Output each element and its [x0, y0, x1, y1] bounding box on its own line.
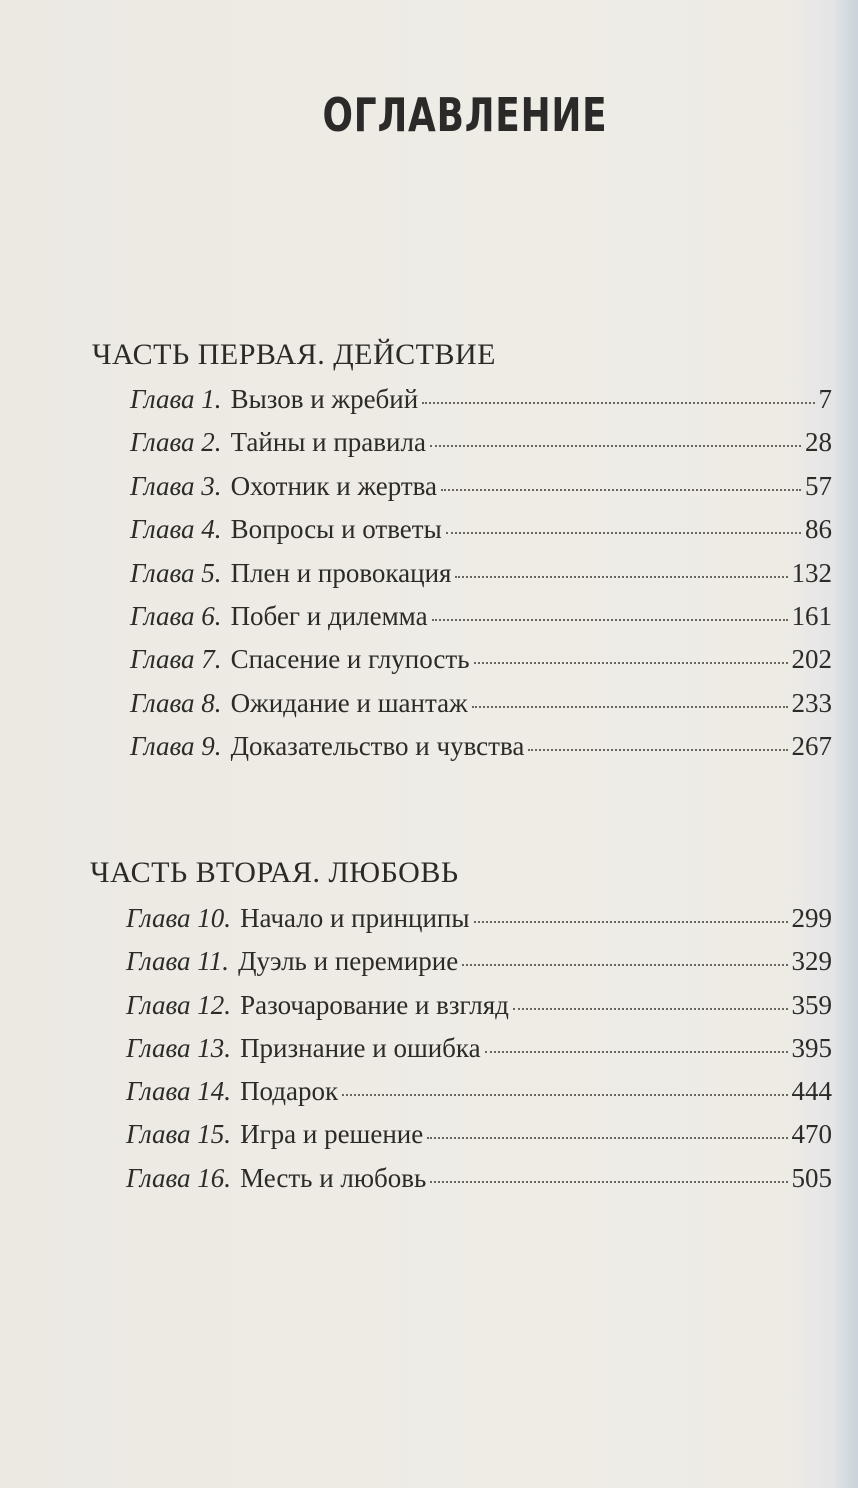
toc-entry[interactable] [130, 688, 832, 731]
toc-entry[interactable] [126, 1076, 832, 1119]
chapter-label: Глава 5. [130, 557, 222, 588]
page-number: 233 [791, 687, 832, 718]
toc-entry[interactable] [126, 1119, 832, 1162]
chapter-title: Вызов и жребий [230, 384, 419, 414]
chapter-label: Глава 7. [130, 644, 222, 675]
dot-leader [513, 1008, 788, 1010]
page-number: 444 [791, 1076, 832, 1107]
page-number: 132 [791, 557, 832, 588]
dot-leader [430, 1181, 787, 1183]
dot-leader [430, 445, 801, 447]
toc-list-part-1 [130, 384, 832, 775]
chapter-title: Ожидание и шантаж [230, 687, 468, 718]
chapter-title: Доказательство и чувства [230, 731, 525, 762]
chapter-label: Глава 9. [130, 731, 222, 762]
chapter-title: Дуэль и перемирие [238, 946, 459, 977]
toc-entry[interactable] [130, 731, 832, 774]
chapter-label: Глава 12. [126, 989, 232, 1020]
chapter-title: Спасение и глупость [230, 644, 470, 675]
chapter-title: Месть и любовь [240, 1162, 427, 1193]
dot-leader [472, 706, 788, 708]
chapter-label: Глава 11. [126, 946, 230, 977]
toc-entry[interactable] [126, 990, 832, 1033]
page-number: 395 [791, 1032, 832, 1063]
toc-entry[interactable] [126, 1163, 832, 1206]
page-number: 57 [805, 470, 832, 501]
chapter-label: Глава 2. [130, 427, 222, 458]
dot-leader [485, 1051, 788, 1053]
toc-entry[interactable] [130, 558, 832, 601]
toc-entry[interactable] [130, 644, 832, 687]
chapter-label: Глава 16. [126, 1162, 232, 1193]
page-number: 202 [791, 644, 832, 675]
page-number: 86 [805, 514, 832, 545]
chapter-label: Глава 13. [126, 1032, 232, 1063]
chapter-title: Игра и решение [240, 1119, 424, 1150]
toc-entry[interactable] [130, 601, 832, 644]
toc-entry[interactable] [130, 384, 832, 427]
chapter-label: Глава 15. [126, 1119, 232, 1150]
toc-entry[interactable] [130, 514, 832, 557]
chapter-title: Разочарование и взгляд [240, 989, 509, 1020]
chapter-title: Тайны и правила [230, 427, 426, 458]
chapter-title: Вопросы и ответы [230, 514, 442, 545]
page-number: 329 [791, 946, 832, 977]
chapter-title: Плен и провокация [230, 557, 452, 588]
chapter-label: Глава 4. [130, 514, 222, 545]
chapter-label: Глава 6. [130, 600, 222, 631]
chapter-title: Признание и ошибка [240, 1032, 481, 1063]
chapter-label: Глава 14. [126, 1076, 232, 1107]
dot-leader [422, 402, 814, 404]
page-number: 470 [791, 1119, 832, 1150]
page-number: 359 [791, 989, 832, 1020]
chapter-title: Подарок [240, 1076, 339, 1107]
part-heading-1: ЧАСТЬ ПЕРВАЯ. ДЕЙСТВИЕ [92, 338, 496, 371]
chapter-label: Глава 10. [126, 903, 232, 933]
page-number: 267 [791, 731, 832, 762]
page-number: 7 [818, 384, 832, 414]
dot-leader [474, 662, 788, 664]
dot-leader [462, 964, 787, 966]
part-heading-2: ЧАСТЬ ВТОРАЯ. ЛЮБОВЬ [90, 856, 459, 889]
toc-entry[interactable] [126, 1033, 832, 1076]
dot-leader [446, 532, 801, 534]
toc-entry[interactable] [126, 903, 832, 946]
chapter-label: Глава 3. [130, 470, 222, 501]
toc-entry[interactable] [130, 471, 832, 514]
dot-leader [427, 1137, 787, 1139]
toc-entry[interactable] [126, 946, 832, 989]
dot-leader [528, 749, 787, 751]
dot-leader [455, 576, 787, 578]
page-number: 505 [791, 1162, 832, 1193]
dot-leader [441, 489, 801, 491]
toc-list-part-2 [126, 903, 832, 1206]
dot-leader [474, 921, 788, 923]
chapter-label: Глава 8. [130, 687, 222, 718]
dot-leader [342, 1094, 787, 1096]
chapter-title: Охотник и жертва [230, 470, 438, 501]
chapter-label: Глава 1. [130, 384, 222, 414]
chapter-title: Побег и дилемма [230, 600, 428, 631]
page-number: 28 [805, 427, 832, 458]
page-number: 161 [791, 600, 832, 631]
chapter-title: Начало и принципы [240, 903, 470, 933]
page-title: ОГЛАВЛЕНИЕ [322, 88, 608, 142]
dot-leader [432, 619, 788, 621]
page-number: 299 [791, 903, 832, 933]
toc-entry[interactable] [130, 427, 832, 470]
